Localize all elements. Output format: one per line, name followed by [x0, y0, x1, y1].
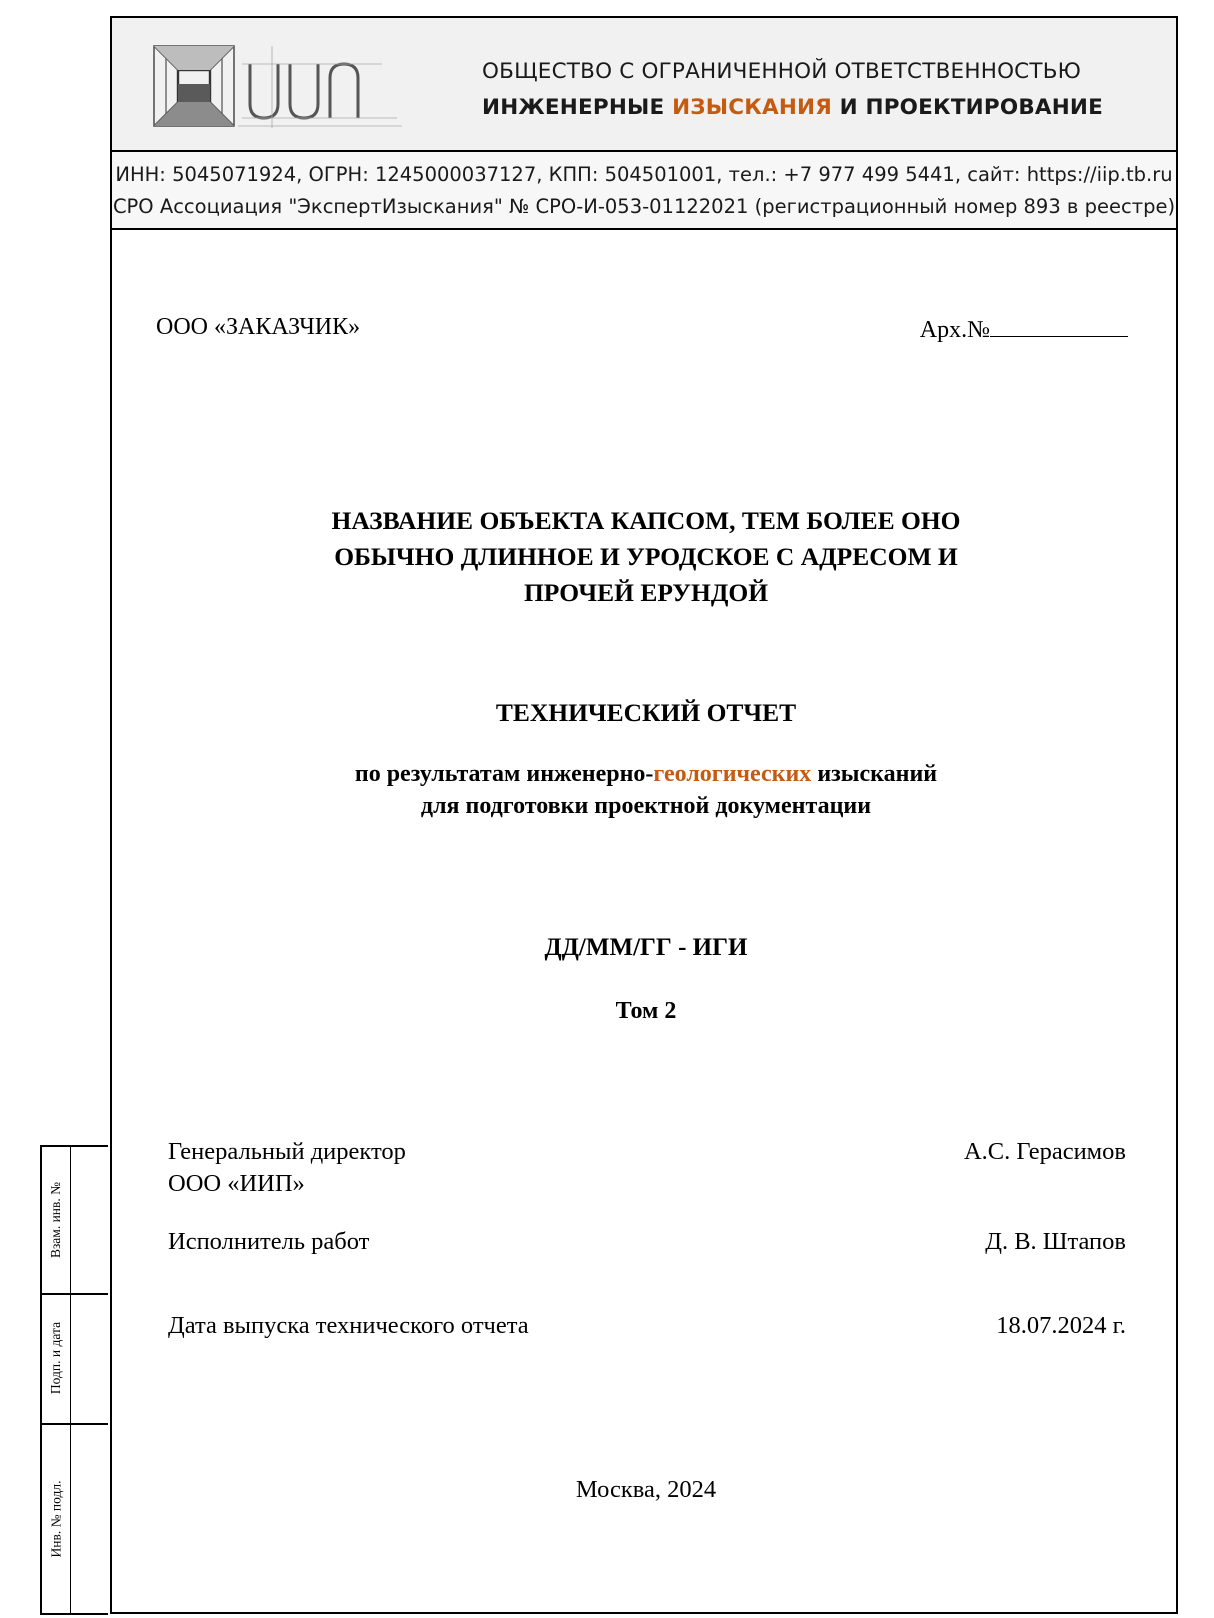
side-stamp [40, 1145, 108, 1615]
company-name-line2 [482, 90, 1103, 126]
issue-date: 18.07.2024 г. [996, 1312, 1126, 1339]
executor-role: Исполнитель работ [168, 1228, 370, 1255]
director-role [168, 1136, 406, 1200]
purpose-line1 [152, 758, 1140, 790]
page-frame [110, 16, 1178, 1614]
stamp-cell-sign-date [42, 1293, 70, 1423]
document-purpose [152, 758, 1140, 822]
object-title-line1: НАЗВАНИЕ ОБЪЕКТА КАПСОМ, ТЕМ БОЛЕЕ ОНО [331, 506, 961, 535]
company-name-accent: ИЗЫСКАНИЯ [672, 95, 832, 120]
stamp-label-orig-inv: Инв. № подл. [48, 1480, 64, 1558]
stamp-column-divider [70, 1147, 71, 1613]
city-year: Москва, 2024 [575, 1476, 717, 1503]
director-role-line1: Генеральный директор [168, 1138, 406, 1165]
director-role-line2: ООО «ИИП» [168, 1170, 305, 1197]
purpose-accent: геологических [653, 761, 812, 787]
requisites-line1: ИНН: 5045071924, ОГРН: 1245000037127, КПП: 504501001, тел.: +7 977 499 5441, сайт: https://iip.tb.ru [115, 163, 1173, 186]
director-name: А.С. Герасимов [963, 1138, 1126, 1165]
requisites-line2: СРО Ассоциация "ЭкспертИзыскания" № СРО-И-053-01122021 (регистрационный номер 893 в реестре) [112, 195, 1176, 218]
company-name [482, 54, 1103, 126]
stamp-cell-orig-inv [42, 1423, 70, 1615]
purpose-part2: изысканий [811, 761, 938, 787]
company-requisites [112, 152, 1176, 230]
purpose-part1: по результатам инженерно- [354, 761, 654, 787]
document-type: ТЕХНИЧЕСКИЙ ОТЧЕТ [495, 698, 797, 727]
archive-blank-line [990, 314, 1128, 337]
object-title-line3: ПРОЧЕЙ ЕРУНДОЙ [523, 578, 769, 607]
customer-name: ООО «ЗАКАЗЧИК» [156, 314, 361, 340]
executor-name: Д. В. Штапов [985, 1228, 1126, 1255]
company-name-line1: ОБЩЕСТВО С ОГРАНИЧЕННОЙ ОТВЕТСТВЕННОСТЬЮ [482, 59, 1082, 84]
object-title [152, 503, 1140, 611]
company-name-part1: ИНЖЕНЕРНЫЕ [482, 95, 673, 120]
stamp-label-sign-date: Подп. и дата [48, 1321, 63, 1395]
document-code: ДД/ММ/ГГ - ИГИ [544, 934, 748, 961]
archive-label: Арх.№ [919, 317, 990, 343]
stamp-label-replace-inv: Взам. инв. № [48, 1181, 64, 1259]
purpose-line2: для подготовки проектной документации [420, 793, 872, 819]
company-name-part2: И ПРОЕКТИРОВАНИЕ [831, 95, 1104, 120]
archive-number [920, 314, 1128, 344]
issue-date-label: Дата выпуска технического отчета [168, 1312, 529, 1339]
company-logo [152, 44, 402, 128]
letterhead [112, 18, 1176, 152]
volume-number: Том 2 [615, 998, 677, 1024]
object-title-line2: ОБЫЧНО ДЛИННОЕ И УРОДСКОЕ С АДРЕСОМ И [334, 542, 958, 571]
stamp-cell-replace-inv [42, 1147, 70, 1293]
